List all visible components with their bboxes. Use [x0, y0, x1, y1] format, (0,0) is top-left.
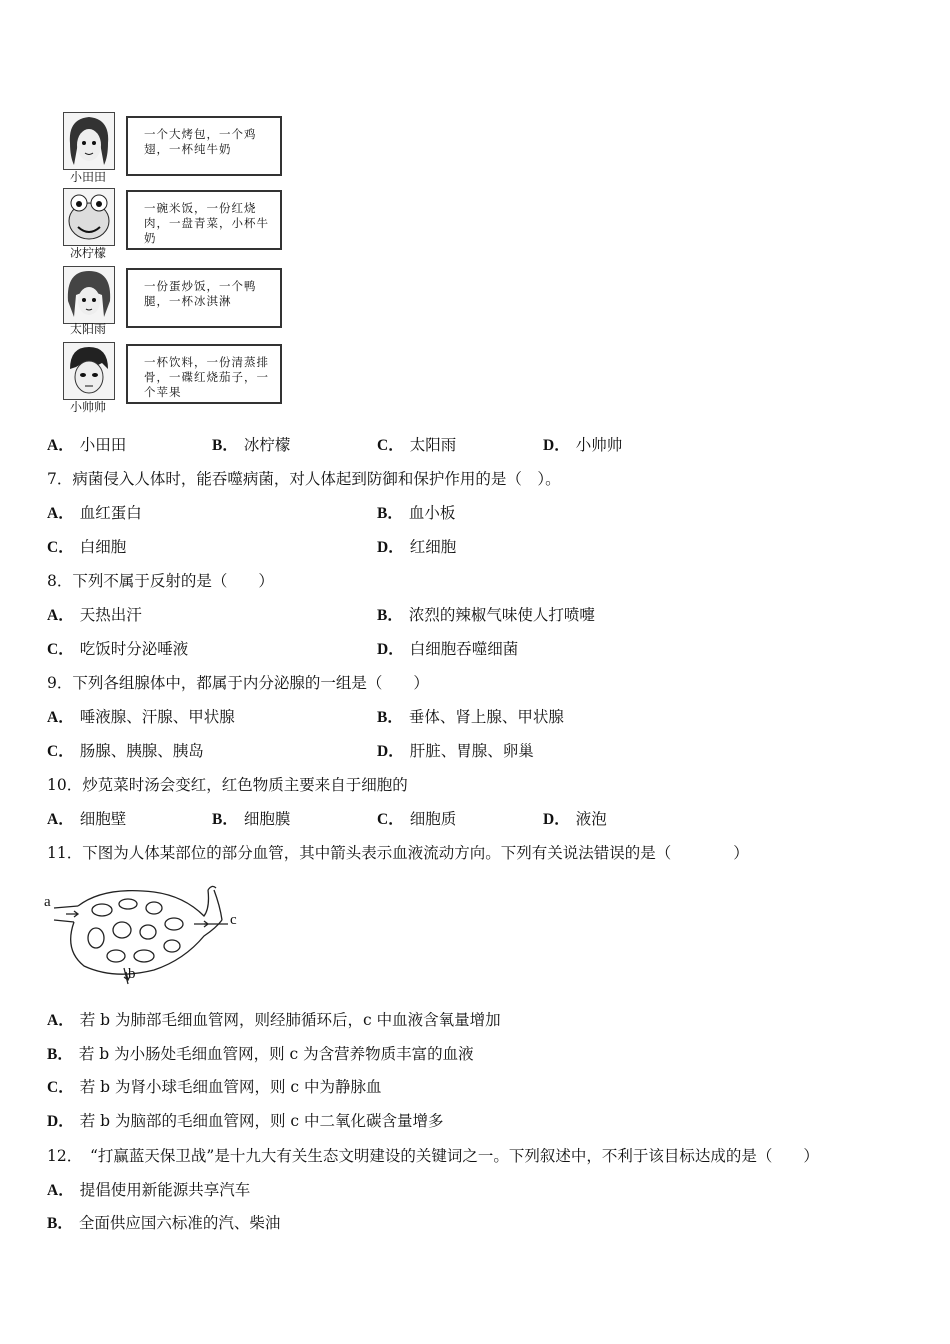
- q9-option-b[interactable]: B． 垂体、肾上腺、甲状腺: [377, 708, 564, 726]
- q7-stem: 7．病菌侵入人体时，能吞噬病菌，对人体起到防御和保护作用的是（ ）。: [47, 470, 561, 488]
- q9-option-c[interactable]: C． 肠腺、胰腺、胰岛: [47, 742, 204, 760]
- q11-option-c[interactable]: C． 若 b 为肾小球毛细血管网，则 c 中为静脉血: [47, 1078, 382, 1096]
- q10-option-b[interactable]: B． 细胞膜: [212, 810, 291, 828]
- q10-option-c[interactable]: C． 细胞质: [377, 810, 457, 828]
- meal-text: 一份蛋炒饭，一个鸭腿，一杯冰淇淋: [144, 279, 257, 308]
- meal-box: [126, 190, 282, 250]
- q7-option-c[interactable]: C． 白细胞: [47, 538, 127, 556]
- q9-stem: 9．下列各组腺体中，都属于内分泌腺的一组是（ ）: [47, 674, 429, 692]
- q12-option-b[interactable]: B． 全面供应国六标准的汽、柴油: [47, 1214, 281, 1232]
- meal-text: 一个大烤包，一个鸡翅，一杯纯牛奶: [144, 127, 257, 156]
- meal-box: [126, 268, 282, 328]
- blood-vessel-diagram: [44, 880, 244, 985]
- q11-option-a[interactable]: A． 若 b 为肺部毛细血管网，则经肺循环后，c 中血液含氧量增加: [47, 1011, 501, 1029]
- meal-text: 一碗米饭，一份红烧肉，一盘青菜，小杯牛奶: [144, 201, 269, 245]
- person-name: 小帅帅: [69, 400, 106, 414]
- person-name: 小田田: [69, 170, 106, 184]
- q7-option-b[interactable]: B． 血小板: [377, 504, 456, 522]
- q8-stem: 8．下列不属于反射的是（ ）: [47, 572, 274, 590]
- meal-text: 一杯饮料，一份清蒸排骨，一碟红烧茄子，一个苹果: [144, 355, 269, 399]
- q9-option-d[interactable]: D． 肝脏、胃腺、卵巢: [377, 742, 534, 760]
- q8-option-d[interactable]: D． 白细胞吞噬细菌: [377, 640, 519, 658]
- q6-option-c[interactable]: C． 太阳雨: [377, 436, 457, 454]
- q12-option-a[interactable]: A． 提倡使用新能源共享汽车: [47, 1181, 251, 1199]
- q8-option-c[interactable]: C． 吃饭时分泌唾液: [47, 640, 189, 658]
- person-name: 冰柠檬: [69, 246, 106, 260]
- q6-option-d[interactable]: D． 小帅帅: [543, 436, 623, 454]
- frog-face-icon: [63, 188, 115, 246]
- person-name: 太阳雨: [69, 322, 106, 336]
- q6-option-b[interactable]: B． 冰柠檬: [212, 436, 291, 454]
- boy-face-icon: [63, 342, 115, 400]
- q10-option-a[interactable]: A． 细胞壁: [47, 810, 127, 828]
- q10-option-d[interactable]: D． 液泡: [543, 810, 607, 828]
- meal-box: [126, 344, 282, 404]
- label-c: c: [230, 912, 237, 928]
- q11-option-d[interactable]: D． 若 b 为脑部的毛细血管网，则 c 中二氧化碳含量增多: [47, 1112, 444, 1130]
- q10-stem: 10．炒苋菜时汤会变红，红色物质主要来自于细胞的: [47, 776, 408, 794]
- q11-stem: 11．下图为人体某部位的部分血管，其中箭头表示血液流动方向。下列有关说法错误的是（ ）: [47, 844, 749, 862]
- q7-option-d[interactable]: D． 红细胞: [377, 538, 457, 556]
- q12-stem: 12． “打赢蓝天保卫战”是十九大有关生态文明建设的关键词之一。下列叙述中，不利于该目标达成的是（ ）: [47, 1147, 819, 1165]
- label-a: a: [44, 894, 51, 910]
- girl-face-icon: [63, 112, 115, 170]
- girl-face-icon: [63, 266, 115, 324]
- q11-option-b[interactable]: B． 若 b 为小肠处毛细血管网，则 c 为含营养物质丰富的血液: [47, 1045, 474, 1063]
- q8-option-b[interactable]: B． 浓烈的辣椒气味使人打喷嚏: [377, 606, 595, 624]
- q6-option-a[interactable]: A． 小田田: [47, 436, 127, 454]
- capillary-network-icon: [44, 880, 244, 985]
- q9-option-a[interactable]: A． 唾液腺、汗腺、甲状腺: [47, 708, 235, 726]
- q7-option-a[interactable]: A． 血红蛋白: [47, 504, 142, 522]
- label-b: b: [128, 966, 136, 982]
- q8-option-a[interactable]: A． 天热出汗: [47, 606, 142, 624]
- meal-box: [126, 116, 282, 176]
